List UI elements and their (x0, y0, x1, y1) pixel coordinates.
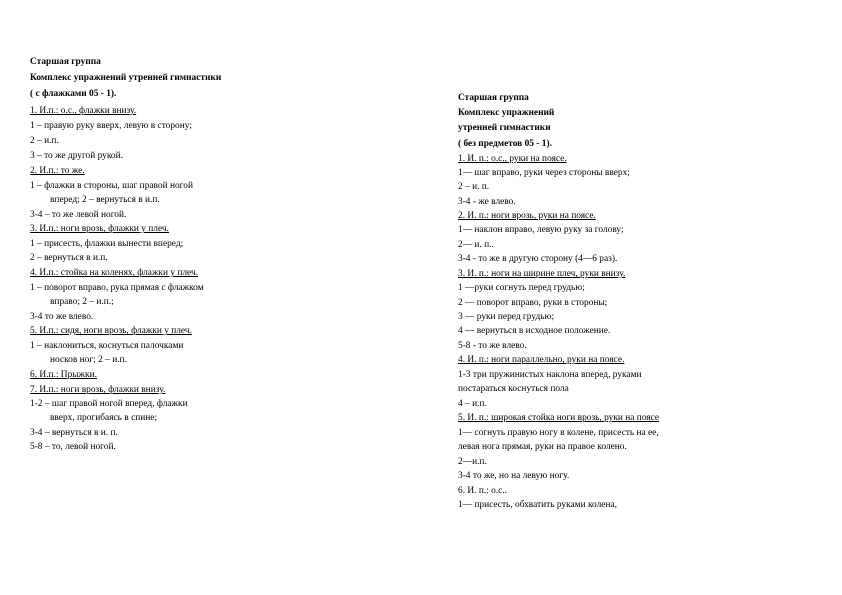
exercise-line: 1 – поворот вправо, рука прямая с флажком (30, 283, 204, 293)
exercise-line: 1-3 три пружинистых наклона вперед, руками (458, 370, 642, 380)
right-subtitle-3: ( без предметов 05 - 1). (458, 139, 552, 149)
exercise-line: 3-4 то же, но на левую ногу. (458, 471, 570, 481)
exercise-line: 3-4 то же влево. (30, 312, 94, 322)
left-subtitle-2: ( с флажками 05 - 1). (30, 89, 117, 99)
exercise-line: 1— согнуть правую ногу в колене, присесть на ее, (458, 428, 659, 438)
exercise-line: 3-4 - же влево. (458, 197, 516, 207)
exercise-line: 1 – правую руку вверх, левую в сторону; (30, 121, 192, 131)
exercise-line: 5-8 – то, левой ногой. (30, 442, 116, 452)
exercise-line: 5-8 - то же влево. (458, 341, 527, 351)
exercise-line: 3 – то же другой рукой. (30, 151, 123, 161)
exercise-line: 1— присесть, обхватить руками колена, (458, 500, 617, 510)
exercise-line: 2 — поворот вправо, руки в стороны; (458, 298, 608, 308)
exercise-heading: 6. И.п.: Прыжки. (30, 370, 97, 380)
exercise-line: постараться коснуться пола (458, 384, 569, 394)
exercise-heading: 1. И.п.: о.с., флажки внизу. (30, 106, 137, 116)
exercise-heading: 5. И. п.: широкая стойка ноги врозь, руки на поясе (458, 413, 660, 423)
exercise-heading: 3. И.п.: ноги врозь, флажки у плеч. (30, 224, 169, 234)
exercise-line: 1 – присесть, флажки вынести вперед; (30, 239, 184, 249)
right-subtitle-2: утренней гимнастики (458, 123, 551, 133)
exercise-line: 3-4 – то же левой ногой. (30, 210, 127, 220)
right-title: Старшая группа (458, 93, 529, 103)
exercise-line: вперед; 2 – вернуться в и.п. (50, 195, 160, 205)
exercise-line: левая нога прямая, руки на правое колено. (458, 442, 627, 452)
right-subtitle: Комплекс упражнений (458, 108, 555, 118)
exercise-line: 1— наклон вправо, левую руку за голову; (458, 225, 624, 235)
exercise-heading: 3. И. п.: ноги на ширине плеч, руки внизу. (458, 269, 626, 279)
exercise-line: 1 – наклониться, коснуться палочками (30, 341, 184, 351)
exercise-line: носков ног; 2 – и.п. (50, 355, 127, 365)
left-subtitle: Комплекс упражнений утренней гимнастики (30, 73, 222, 83)
exercise-line: 2 – вернуться в и.п. (30, 253, 108, 263)
exercise-line: 2 – и. п. (458, 182, 490, 192)
exercise-line: 3 — руки перед грудью; (458, 312, 555, 322)
exercise-line: 3-4 – вернуться в и. п. (30, 428, 118, 438)
exercise-line: 4 – и.п. (458, 399, 487, 409)
exercise-line: вверх, прогибаясь в спине; (50, 413, 158, 423)
exercise-heading: 1. И. п.: о.с., руки на поясе. (458, 154, 567, 164)
exercise-line: 1 —руки согнуть перед грудью; (458, 283, 585, 293)
exercise-line: 2—и.п. (458, 457, 487, 467)
exercise-line: 1-2 – шаг правой ногой вперед, флажки (30, 399, 188, 409)
exercise-heading: 4. И. п.: ноги параллельно, руки на поясе. (458, 355, 625, 365)
exercise-heading: 2. И. п.: ноги врозь, руки на поясе. (458, 211, 596, 221)
exercise-line: 6. И. п.: о.с.. (458, 486, 508, 496)
exercise-line: 3-4 - то же в другую сторону (4—6 раз). (458, 254, 618, 264)
exercise-heading: 4. И.п.: стойка на коленях, флажки у плеч. (30, 268, 199, 278)
exercise-line: вправо; 2 – и.п.; (50, 297, 114, 307)
exercise-line: 4 — вернуться в исходное положение. (458, 326, 611, 336)
exercise-line: 2 – и.п. (30, 136, 59, 146)
left-title: Старшая группа (30, 57, 101, 67)
exercise-line: 1— шаг вправо, руки через стороны вверх; (458, 168, 630, 178)
exercise-line: 2— и. п.. (458, 240, 494, 250)
exercise-heading: 5. И.п.: сидя, ноги врозь, флажки у плеч. (30, 326, 192, 336)
exercise-heading: 7. И.п.: ноги врозь, флажки внизу. (30, 385, 166, 395)
exercise-heading: 2. И.п.: то же. (30, 166, 85, 176)
exercise-line: 1 – флажки в стороны, шаг правой ногой (30, 181, 193, 191)
